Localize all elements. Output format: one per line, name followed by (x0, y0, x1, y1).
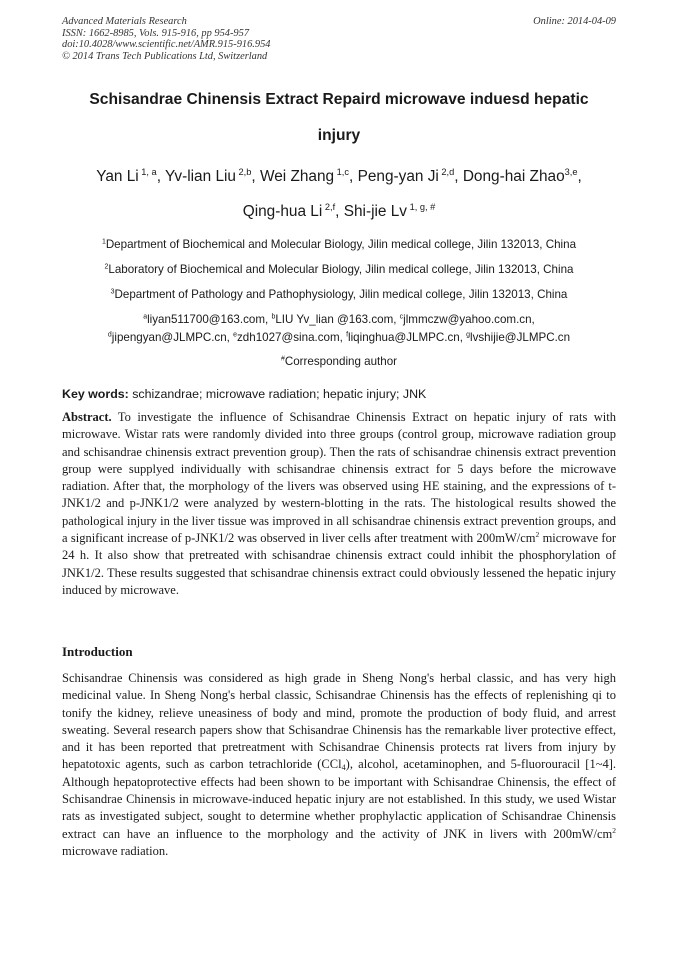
author-line-2 (62, 202, 616, 221)
affiliation-marker: 2 (104, 263, 109, 271)
abstract-text-1: To investigate the influence of Schisandrae Chinensis Extract on hepatic injury of rats with microwave. Wistar rats were randomly divided into three groups (control group, microwave radiation group and schisandrae chinensis extract prevention group). Then the rats of schisandrae chinensis extract prevention group were supplyed individually with schisandrae chinensis extract for 5 days before the microwave radiation. After that, the morphology of the livers was observed using HE staining, and the expressions of t-JNK1/2 and p-JNK1/2 were analyzed by western-blotting in the rats. The histological results showed the pathological injury in the liver tissue was improved in all schisandrae chinensis extract prevention groups, and a significant increase of p-JNK1/2 was observed in liver cells after treatment with 200mW/cm (62, 410, 616, 546)
keywords (62, 387, 616, 402)
email-address: jipengyan@JLMPC.cn, (111, 331, 234, 344)
keywords-text: schizandrae; microwave radiation; hepatic injury; JNK (128, 387, 427, 401)
journal-header (62, 16, 616, 62)
author-separator: , (349, 168, 358, 185)
author-name: Yan Li (96, 168, 139, 185)
author-name: Wei Zhang (259, 168, 335, 185)
author-name: Qing-hua Li (242, 203, 323, 220)
author-list (62, 167, 616, 221)
affiliation (62, 288, 616, 302)
abstract (62, 409, 616, 599)
email-line-2 (62, 331, 616, 345)
author-name: Dong-hai Zhao (462, 168, 565, 185)
author-affil-marker: 1, a (138, 167, 157, 177)
author-name: Shi-jie Lv (343, 203, 408, 220)
introduction-body (62, 670, 616, 860)
email-marker: c (399, 313, 404, 321)
corresponding-text: Corresponding author (284, 355, 398, 368)
author-separator: , (577, 168, 582, 185)
affiliation (62, 263, 616, 277)
journal-name: Advanced Materials Research (62, 16, 187, 27)
corresponding-marker: # (280, 355, 285, 363)
author-name: Yv-lian Liu (164, 168, 236, 185)
abstract-text-2: microwave for 24 h. It also show that pretreated with schisandrae chinensis extract could inhibit the phosphorylation of JNK1/2. These results suggested that schisandrae chinensis extract could obviously lessened the hepatic injury induced by microwave. (62, 531, 617, 597)
email-marker: d (107, 331, 112, 339)
doi-line: doi:10.4028/www.scientific.net/AMR.915-916.954 (62, 39, 271, 51)
title-line-1: Schisandrae Chinensis Extract Repaird microwave induesd hepatic (89, 91, 589, 108)
author-affil-marker: 1,c (334, 167, 349, 177)
author-affil-marker: 2,d (438, 167, 455, 177)
author-affil-marker: 2,f (322, 202, 336, 212)
affiliation-marker: 1 (101, 238, 106, 246)
affiliation (62, 238, 616, 252)
author-name: Peng-yan Ji (357, 168, 439, 185)
email-address: liyan511700@163.com, (147, 313, 272, 326)
author-separator: , (251, 168, 260, 185)
intro-text-1: Schisandrae Chinensis was considered as high grade in Sheng Nong's herbal classic, and has very high medicinal value. In Sheng Nong's herbal classic, Schisandrae Chinensis has the effects of replenishing qi to tonify the kidney, relieve uneasiness of body and mind, promote the production of body fluid, and arrest sweating. Several research papers show that Schisandrae Chinensis has the remarkable liver protective effect, and it has been reported that pretreatment with Schisandrae Chinensis protects rat livers from injury by hepatotoxic agents, such as carbon tetrachloride (CCl (62, 671, 616, 772)
email-marker: f (346, 331, 349, 339)
author-separator: , (156, 168, 165, 185)
email-address: jlmmczw@yahoo.com.cn, (403, 313, 535, 326)
abstract-label: Abstract. (62, 410, 112, 424)
intro-superscript: 2 (612, 825, 616, 835)
affiliation-text: Department of Pathology and Pathophysiology, Jilin medical college, Jilin 132013, China (114, 288, 568, 301)
email-address: liqinghua@JLMPC.cn, (348, 331, 467, 344)
author-affil-marker: 3,e (564, 167, 578, 177)
affiliation-text: Department of Biochemical and Molecular Biology, Jilin medical college, Jilin 132013, China (105, 238, 577, 251)
email-marker: e (233, 331, 237, 339)
email-address: LIU Yv_lian @163.com, (275, 313, 400, 326)
email-line-1 (62, 313, 616, 327)
email-marker: b (271, 313, 276, 321)
author-separator: , (335, 203, 344, 220)
affiliation-marker: 3 (110, 288, 115, 296)
online-date: Online: 2014-04-09 (533, 16, 616, 27)
issn-line: ISSN: 1662-8985, Vols. 915-916, pp 954-957 (62, 27, 250, 39)
introduction-heading: Introduction (62, 644, 133, 659)
author-affil-marker: 2,b (235, 167, 252, 177)
email-address: lvshijie@JLMPC.cn (470, 331, 571, 344)
email-address: zdh1027@sina.com, (237, 331, 347, 344)
copyright-line: © 2014 Trans Tech Publications Ltd, Switzerland (62, 50, 268, 62)
intro-text-3: microwave radiation. (62, 843, 169, 858)
author-separator: , (454, 168, 463, 185)
corresponding-author-note (62, 355, 616, 369)
author-line-1 (96, 168, 582, 185)
email-marker: a (143, 313, 148, 321)
abstract-superscript: 2 (535, 530, 540, 540)
intro-text-2: ), alcohol, acetaminophen, and 5-fluorouracil [1~4]. Although hepatoprotective effects had been shown to be important with Schisandrae Chinensis, the effect of Schisandrae Chinensis in microwave-induced hepatic injury are not established. In this study, we used Wistar rats as investigated subject, sought to determine whether prophylactic application of Schisandrae Chinensis extract can have an influence to the morphology and the activity of JNK in livers with 200mW/cm (62, 757, 616, 841)
keywords-label: Key words: (62, 387, 129, 401)
email-marker: g (466, 331, 471, 339)
paper-title (62, 90, 616, 145)
author-affil-marker: 1, g, # (407, 202, 436, 212)
affiliation-text: Laboratory of Biochemical and Molecular Biology, Jilin medical college, Jilin 132013, China (108, 263, 574, 276)
intro-subscript: 4 (341, 763, 346, 773)
title-line-2: injury (317, 127, 361, 144)
